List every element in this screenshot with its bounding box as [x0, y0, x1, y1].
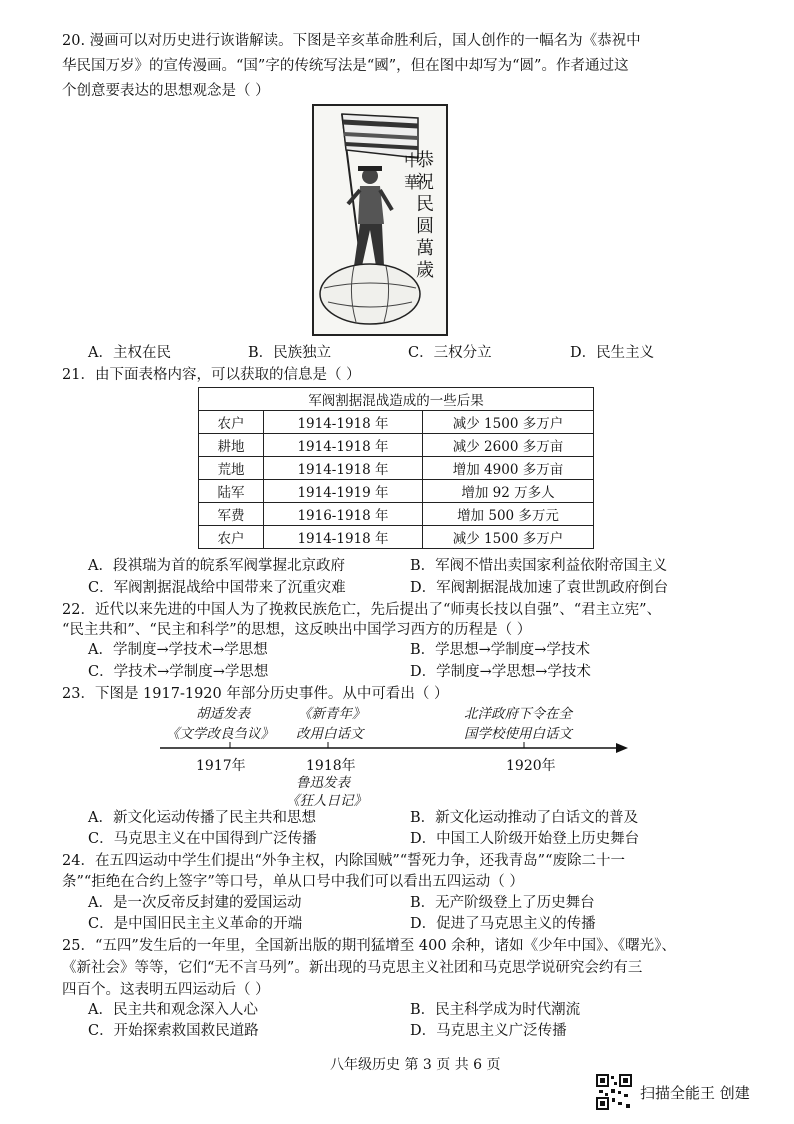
timeline-event-hushi-a: 胡适发表: [196, 706, 250, 722]
q25-option-c: C．开始探索救国救民道路: [88, 1023, 259, 1039]
q24-option-c: C．是中国旧民主主义革命的开端: [88, 916, 303, 932]
table-cell: 1914-1918 年: [264, 434, 423, 457]
q20-line2: 华民国万岁》的宣传漫画。“国”字的传统写法是“國”，但在图中却写为“圆”。作者通过这: [62, 58, 629, 74]
timeline-event-hushi-b: 《文学改良刍议》: [166, 726, 274, 742]
timeline-year-1917: 1917年: [196, 758, 246, 774]
table-cell: 1916-1918 年: [264, 503, 423, 526]
table-cell: 耕地: [199, 434, 264, 457]
table-title-row: [199, 388, 594, 411]
q21-option-c: C．军阀割据混战给中国带来了沉重灾难: [88, 580, 346, 596]
q23-stem: 23．下图是 1917-1920 年部分历史事件。从中可看出（ ）: [62, 686, 449, 702]
q21-option-a: A．段祺瑞为首的皖系军阀掌握北京政府: [88, 558, 345, 574]
qr-code-icon: [596, 1074, 632, 1110]
q23-option-a: A．新文化运动传播了民主共和思想: [88, 810, 316, 826]
page-footer: 八年级历史 第 3 页 共 6 页: [330, 1057, 501, 1073]
q22-option-a: A．学制度→学技术→学思想: [88, 642, 268, 658]
q20-option-d: D．民生主义: [570, 345, 655, 361]
scanner-watermark-text: 扫描全能王 创建: [640, 1084, 750, 1102]
cartoon-caption-right: 恭祝民圆萬歲: [416, 150, 434, 281]
table-row: [199, 411, 594, 434]
q21-option-d: D．军阀割据混战加速了袁世凯政府倒台: [410, 580, 669, 596]
q25-line2: 《新社会》等等，它们“无不言马列”。新出现的马克思主义社团和马克思学说研究会约有三: [62, 960, 643, 976]
table-row: [199, 503, 594, 526]
table-cell: 农户: [199, 411, 264, 434]
table-row: [199, 457, 594, 480]
table-cell: 减少 1500 多万户: [423, 526, 594, 549]
table-row: [199, 526, 594, 549]
table-cell: 农户: [199, 526, 264, 549]
timeline-event-beiyang-b: 国学校使用白话文: [464, 726, 572, 742]
q23-option-c: C．马克思主义在中国得到广泛传播: [88, 831, 317, 847]
q20-option-a: A．主权在民: [88, 345, 171, 361]
q23-option-b: B．新文化运动推动了白话文的普及: [410, 810, 639, 826]
table-row: [199, 434, 594, 457]
q20-line1: 20. 漫画可以对历史进行诙谐解读。下图是辛亥革命胜利后，国人创作的一幅名为《恭祝中: [62, 33, 641, 49]
q25-line3: 四百个。这表明五四运动后（ ）: [62, 982, 270, 998]
q25-line1: 25．“五四”发生后的一年里，全国新出版的期刊猛增至 400 余种，诸如《少年中国》、《曙光》、: [62, 938, 676, 954]
q25-option-d: D．马克思主义广泛传播: [410, 1023, 567, 1039]
timeline-event-luxun-b: 《狂人日记》: [286, 793, 367, 809]
q24-option-a: A．是一次反帝反封建的爱国运动: [88, 895, 302, 911]
table-cell: 1914-1918 年: [264, 526, 423, 549]
q20-option-b: B．民族独立: [248, 345, 332, 361]
cartoon-caption-left: 中華: [404, 151, 421, 192]
table-cell: 增加 500 多万元: [423, 503, 594, 526]
q22-line2: “民主共和”、“民主和科学”的思想，这反映出中国学习西方的历程是（ ）: [62, 622, 532, 638]
table-cell: 1914-1918 年: [264, 411, 423, 434]
q23-option-d: D．中国工人阶级开始登上历史舞台: [410, 831, 640, 847]
table-cell: 增加 92 万多人: [423, 480, 594, 503]
table-cell: 1914-1919 年: [264, 480, 423, 503]
q25-option-b: B．民主科学成为时代潮流: [410, 1002, 581, 1018]
q24-option-b: B．无产阶级登上了历史舞台: [410, 895, 595, 911]
table-cell: 陆军: [199, 480, 264, 503]
q22-line1: 22．近代以来先进的中国人为了挽救民族危亡，先后提出了“师夷长技以自强”、“君主立宪”、: [62, 602, 662, 618]
timeline-year-1920: 1920年: [506, 758, 556, 774]
q20-line3: 个创意要表达的思想观念是（ ）: [62, 83, 270, 99]
timeline-year-1918: 1918年: [306, 758, 356, 774]
q21-option-b: B．军阀不惜出卖国家利益依附帝国主义: [410, 558, 668, 574]
table-row: [199, 480, 594, 503]
q20-option-c: C．三权分立: [408, 345, 492, 361]
q24-option-d: D．促进了马克思主义的传播: [410, 916, 596, 932]
table-cell: 1914-1918 年: [264, 457, 423, 480]
timeline-event-xinqingnian-a: 《新青年》: [298, 706, 366, 722]
table-cell: 减少 2600 多万亩: [423, 434, 594, 457]
q22-option-d: D．学制度→学思想→学技术: [410, 664, 591, 680]
scanner-watermark: [596, 1074, 786, 1114]
table-title: 军阀割据混战造成的一些后果: [199, 388, 594, 411]
table-cell: 增加 4900 多万亩: [423, 457, 594, 480]
table-cell: 军费: [199, 503, 264, 526]
q24-line1: 24．在五四运动中学生们提出“外争主权，内除国贼”“誓死力争，还我青岛”“废除二十一: [62, 853, 626, 869]
warlord-consequence-table: [198, 387, 594, 549]
q24-line2: 条”“拒绝在合约上签字”等口号，单从口号中我们可以看出五四运动（ ）: [62, 874, 524, 890]
timeline-event-xinqingnian-b: 改用白话文: [296, 726, 364, 742]
q22-option-b: B．学思想→学制度→学技术: [410, 642, 590, 658]
q25-option-a: A．民主共和观念深入人心: [88, 1002, 258, 1018]
timeline-axis: [160, 740, 630, 756]
timeline-event-beiyang-a: 北洋政府下令在全: [464, 706, 572, 722]
table-cell: 荒地: [199, 457, 264, 480]
table-cell: 减少 1500 多万户: [423, 411, 594, 434]
timeline-event-luxun-a: 鲁迅发表: [296, 775, 350, 791]
q22-option-c: C．学技术→学制度→学思想: [88, 664, 269, 680]
q21-stem: 21．由下面表格内容，可以获取的信息是（ ）: [62, 367, 361, 383]
